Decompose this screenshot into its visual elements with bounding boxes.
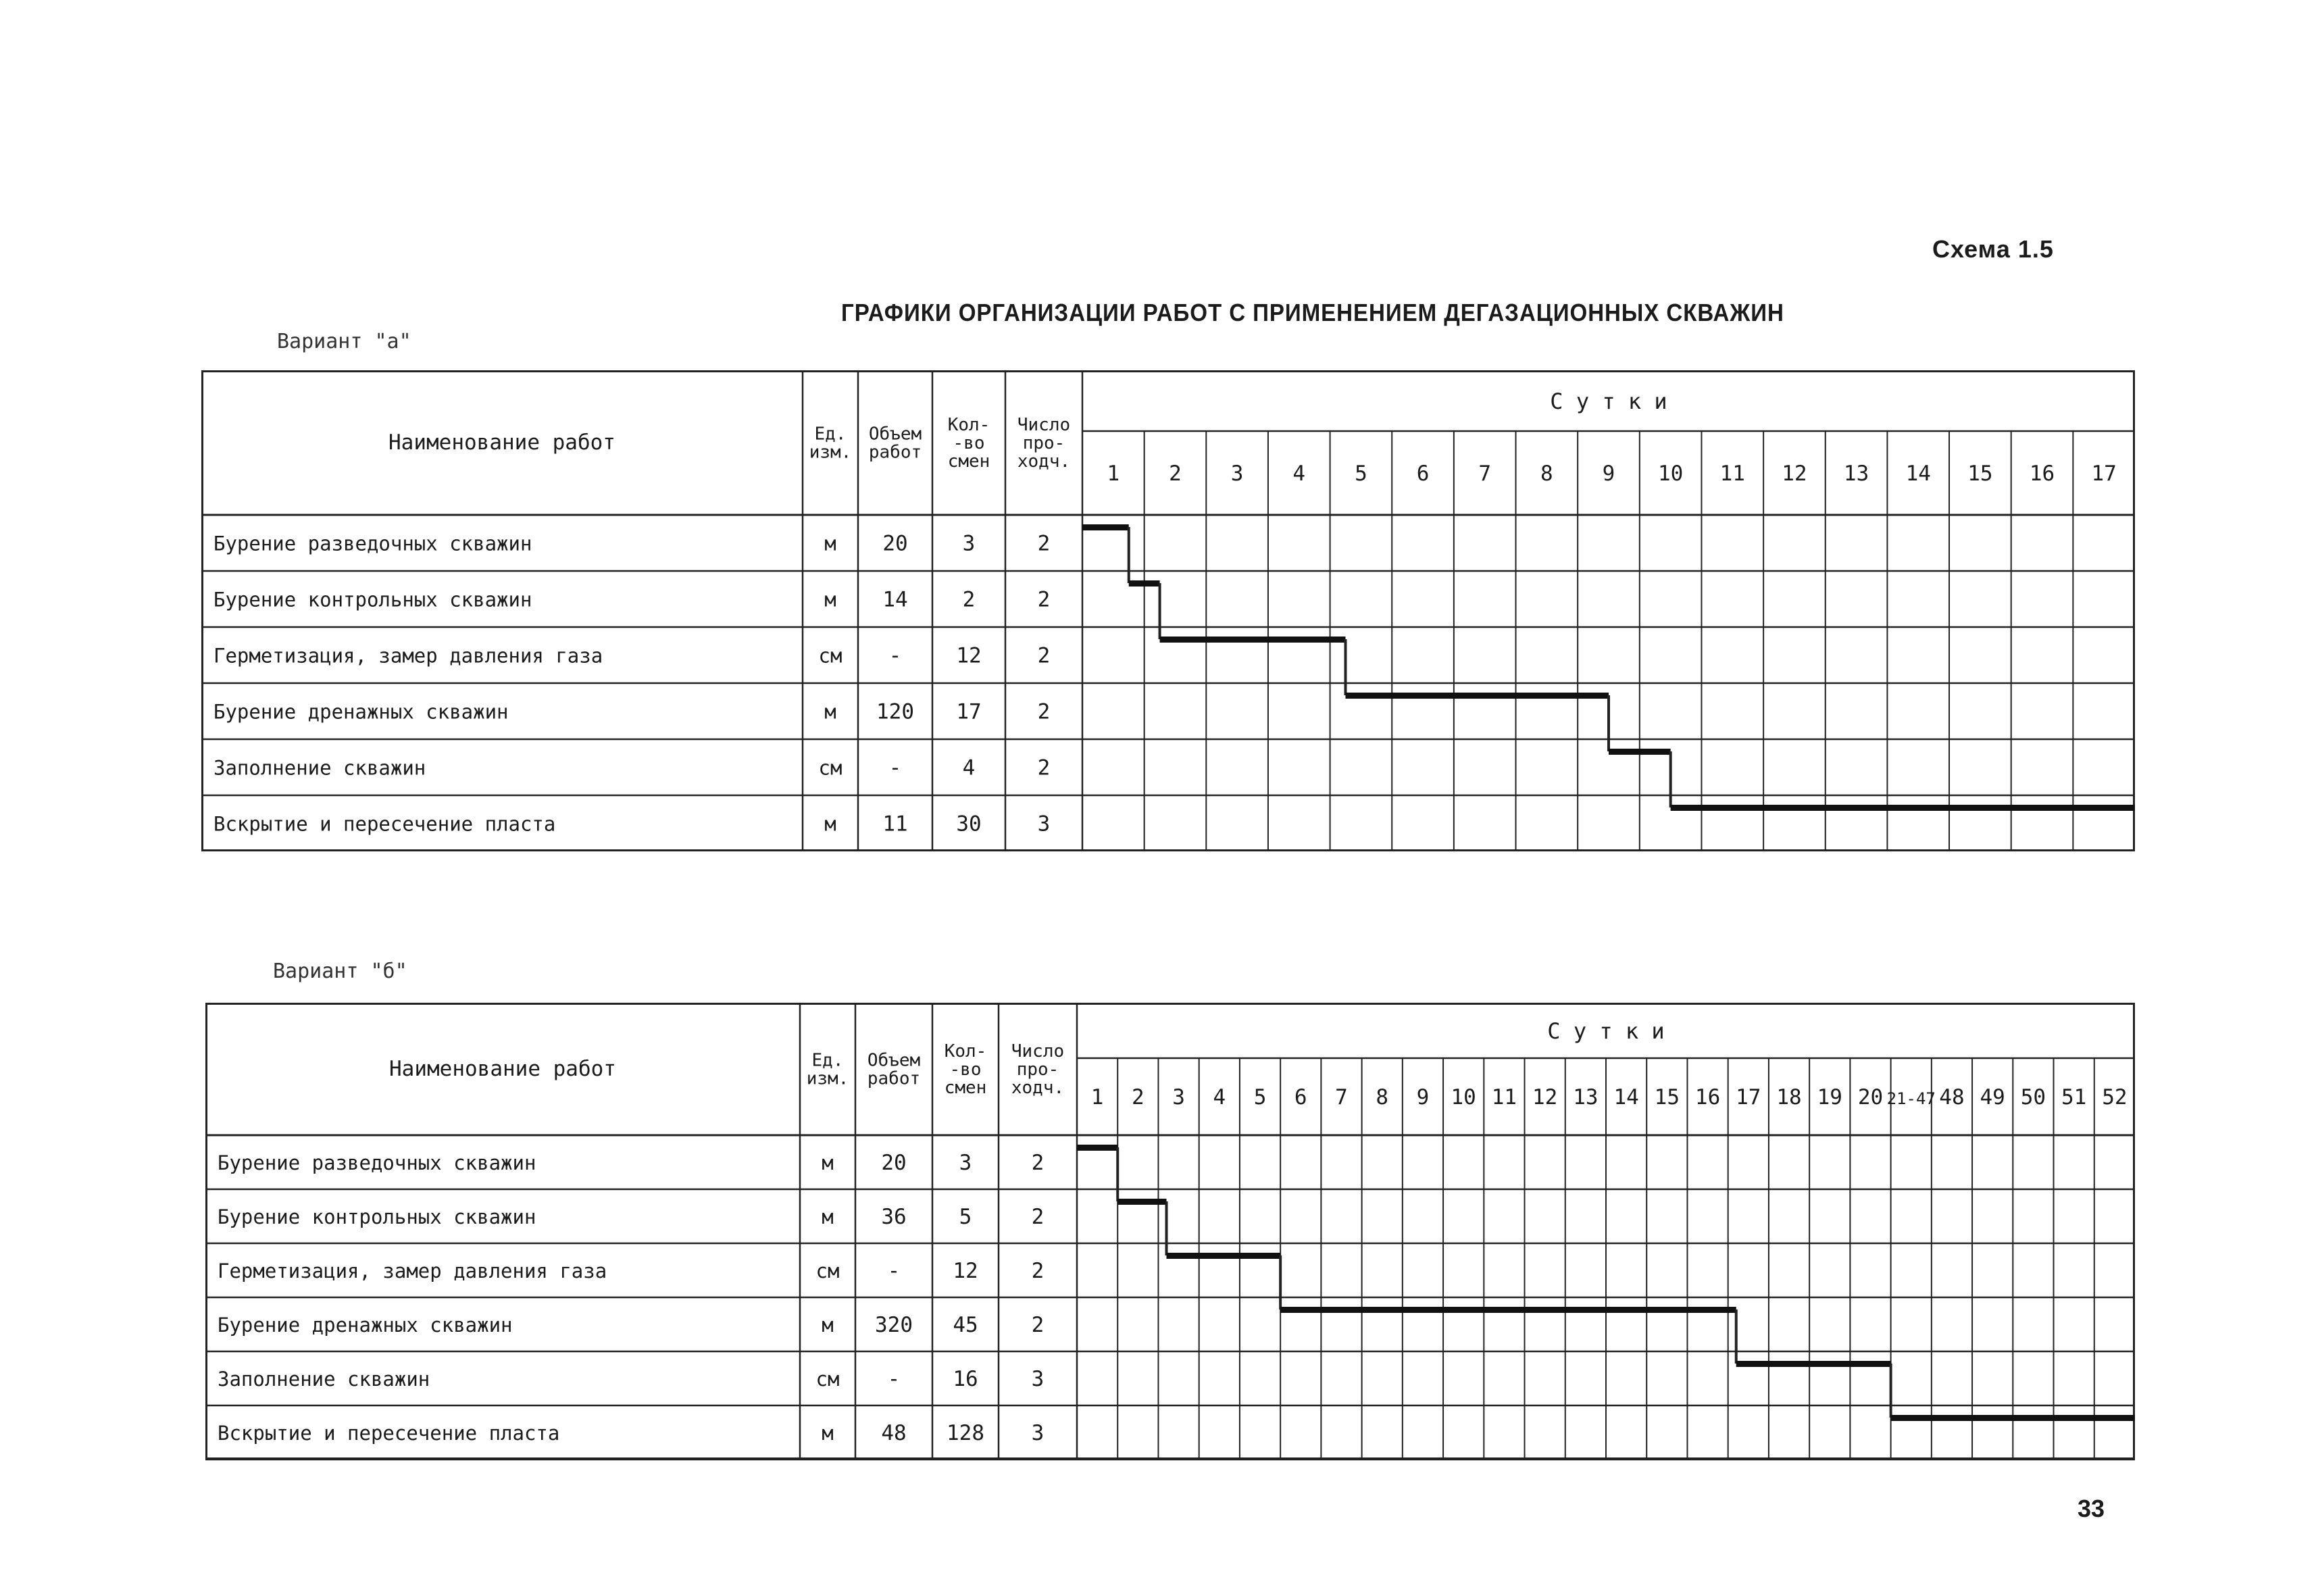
header-unit: изм. [809, 442, 852, 463]
row-unit: м [822, 1422, 834, 1445]
header-name: Наименование работ [388, 430, 615, 455]
day-label: 49 [1980, 1085, 2005, 1109]
gantt-bar [1891, 1415, 2135, 1421]
day-label: 8 [1376, 1085, 1389, 1109]
day-label: 19 [1817, 1085, 1842, 1109]
day-label: 1 [1090, 1085, 1104, 1109]
header-workers: ходч. [1017, 451, 1071, 472]
day-label: 51 [2061, 1085, 2087, 1109]
day-label: 2 [1132, 1085, 1145, 1109]
day-label: 16 [2029, 462, 2055, 486]
header-shifts: смен [947, 451, 990, 472]
row-workers: 3 [1037, 812, 1051, 837]
row-workers: 2 [1037, 587, 1051, 612]
header-volume: Объем [868, 424, 922, 445]
day-label: 21-47 [1886, 1089, 1936, 1108]
header-days: С у т к и [1550, 389, 1667, 414]
day-label: 16 [1694, 1085, 1721, 1109]
day-label: 52 [2102, 1085, 2128, 1109]
row-workers: 2 [1031, 1151, 1045, 1175]
day-label: 3 [1172, 1085, 1185, 1109]
header-volume: Объем [867, 1050, 921, 1071]
row-work-name: Бурение дренажных скважин [213, 700, 509, 724]
header-days: С у т к и [1547, 1018, 1665, 1044]
header-shifts: -во [953, 433, 985, 453]
gantt-bar [1160, 637, 1346, 643]
day-label: 2 [1169, 462, 1182, 486]
day-label: 14 [1905, 462, 1931, 486]
day-label: 10 [1451, 1085, 1476, 1109]
row-work-name: Бурение контрольных скважин [218, 1205, 536, 1228]
row-work-name: Вскрытие и пересечение пласта [213, 812, 556, 836]
header-unit: Ед. [811, 1050, 844, 1071]
row-workers: 2 [1031, 1313, 1045, 1337]
row-workers: 2 [1037, 699, 1051, 724]
header-volume: работ [868, 442, 922, 463]
row-shifts: 5 [959, 1205, 972, 1229]
header-workers: Число [1011, 1041, 1065, 1062]
row-shifts: 2 [962, 587, 976, 612]
header-unit: изм. [806, 1068, 849, 1089]
header-name: Наименование работ [389, 1057, 616, 1081]
header-shifts: смен [944, 1078, 987, 1098]
day-label: 15 [1654, 1085, 1680, 1109]
day-label: 3 [1230, 462, 1244, 486]
header-volume: работ [867, 1068, 921, 1089]
row-workers: 3 [1031, 1421, 1045, 1445]
row-unit: м [822, 1205, 834, 1228]
row-volume: 48 [881, 1421, 907, 1445]
header-workers: Число [1017, 415, 1071, 435]
row-volume: - [888, 643, 902, 668]
day-label: 13 [1843, 462, 1869, 486]
row-unit: м [824, 812, 836, 836]
day-label: 11 [1491, 1085, 1517, 1109]
day-label: 18 [1776, 1085, 1802, 1109]
row-work-name: Бурение дренажных скважин [218, 1314, 513, 1337]
row-work-name: Герметизация, замер давления газа [213, 644, 603, 668]
header-shifts: Кол- [944, 1041, 987, 1062]
header-unit: Ед. [814, 424, 847, 445]
gantt-bar [1280, 1307, 1736, 1313]
schedule-table-variant-a [201, 370, 2135, 851]
row-volume: 11 [882, 812, 908, 837]
row-workers: 3 [1031, 1367, 1045, 1391]
row-volume: - [888, 755, 902, 780]
row-shifts: 30 [956, 812, 982, 837]
row-unit: м [824, 700, 836, 724]
header-shifts: Кол- [947, 415, 990, 435]
day-label: 14 [1613, 1085, 1639, 1109]
row-volume: 120 [876, 699, 914, 724]
gantt-bar [1671, 805, 2135, 811]
row-volume: - [887, 1259, 901, 1283]
row-workers: 2 [1031, 1259, 1045, 1283]
row-volume: 36 [881, 1205, 907, 1229]
row-shifts: 16 [953, 1367, 978, 1391]
day-label: 13 [1573, 1085, 1599, 1109]
row-work-name: Заполнение скважин [213, 756, 426, 780]
day-label: 11 [1719, 462, 1745, 486]
variant-b-label: Вариант "б" [273, 959, 407, 983]
day-label: 6 [1294, 1085, 1307, 1109]
header-workers: ходч. [1011, 1078, 1065, 1098]
gantt-bar [1117, 1199, 1166, 1205]
row-work-name: Заполнение скважин [218, 1368, 430, 1391]
row-shifts: 3 [962, 531, 976, 556]
day-label: 5 [1253, 1085, 1267, 1109]
row-volume: 20 [882, 531, 908, 556]
row-unit: см [818, 644, 842, 668]
day-label: 9 [1602, 462, 1615, 486]
header-shifts: -во [949, 1059, 982, 1080]
gantt-bar [1736, 1361, 1891, 1367]
row-work-name: Бурение разведочных скважин [213, 532, 532, 555]
day-label: 50 [2020, 1085, 2046, 1109]
day-label: 6 [1416, 462, 1430, 486]
day-label: 4 [1213, 1085, 1226, 1109]
row-unit: см [815, 1368, 840, 1391]
variant-a-label: Вариант "а" [277, 330, 411, 353]
row-workers: 2 [1037, 755, 1051, 780]
row-unit: м [824, 588, 836, 612]
row-unit: м [824, 532, 836, 555]
day-label: 12 [1782, 462, 1807, 486]
day-label: 15 [1967, 462, 1993, 486]
row-volume: 320 [875, 1313, 913, 1337]
row-shifts: 4 [962, 755, 976, 780]
row-unit: см [818, 756, 842, 780]
day-label: 5 [1355, 462, 1367, 486]
row-shifts: 45 [953, 1313, 978, 1337]
row-unit: м [822, 1151, 834, 1174]
row-volume: 20 [881, 1151, 907, 1175]
scheme-label: Схема 1.5 [1932, 235, 2054, 263]
day-label: 4 [1292, 462, 1306, 486]
row-shifts: 12 [956, 643, 982, 668]
gantt-bar [1346, 693, 1609, 699]
day-label: 10 [1657, 462, 1684, 486]
day-label: 7 [1335, 1085, 1348, 1109]
gantt-bar [1167, 1253, 1281, 1259]
header-workers: про- [1016, 1059, 1059, 1080]
row-work-name: Герметизация, замер давления газа [218, 1260, 607, 1282]
day-label: 20 [1857, 1085, 1884, 1109]
document-title: ГРАФИКИ ОРГАНИЗАЦИИ РАБОТ С ПРИМЕНЕНИЕМ ДЕГАЗАЦИОННЫХ СКВАЖИН [841, 299, 1784, 326]
row-workers: 2 [1037, 531, 1051, 556]
row-shifts: 12 [953, 1259, 978, 1283]
row-workers: 2 [1037, 643, 1051, 668]
row-workers: 2 [1031, 1205, 1045, 1229]
row-volume: 14 [882, 587, 908, 612]
row-work-name: Бурение контрольных скважин [213, 588, 532, 612]
row-work-name: Бурение разведочных скважин [218, 1151, 536, 1174]
header-workers: про- [1022, 433, 1065, 453]
page-number: 33 [2078, 1495, 2105, 1522]
day-label: 17 [1736, 1085, 1761, 1109]
row-shifts: 3 [959, 1151, 972, 1175]
gantt-bar [1129, 580, 1160, 587]
gantt-bar [1077, 1145, 1117, 1151]
schedule-table-variant-b [205, 1003, 2135, 1466]
row-volume: - [887, 1367, 901, 1391]
day-label: 12 [1532, 1085, 1558, 1109]
day-label: 48 [1939, 1085, 1965, 1109]
gantt-bar [1082, 524, 1129, 530]
gantt-bar [1609, 749, 1671, 755]
row-shifts: 17 [956, 699, 982, 724]
day-label: 1 [1107, 462, 1120, 486]
day-label: 8 [1540, 462, 1553, 486]
row-work-name: Вскрытие и пересечение пласта [218, 1422, 560, 1445]
row-unit: см [815, 1260, 840, 1282]
day-label: 7 [1478, 462, 1492, 486]
row-unit: м [822, 1314, 834, 1337]
day-label: 17 [2091, 462, 2117, 486]
row-shifts: 128 [947, 1421, 984, 1445]
day-label: 9 [1416, 1085, 1430, 1109]
